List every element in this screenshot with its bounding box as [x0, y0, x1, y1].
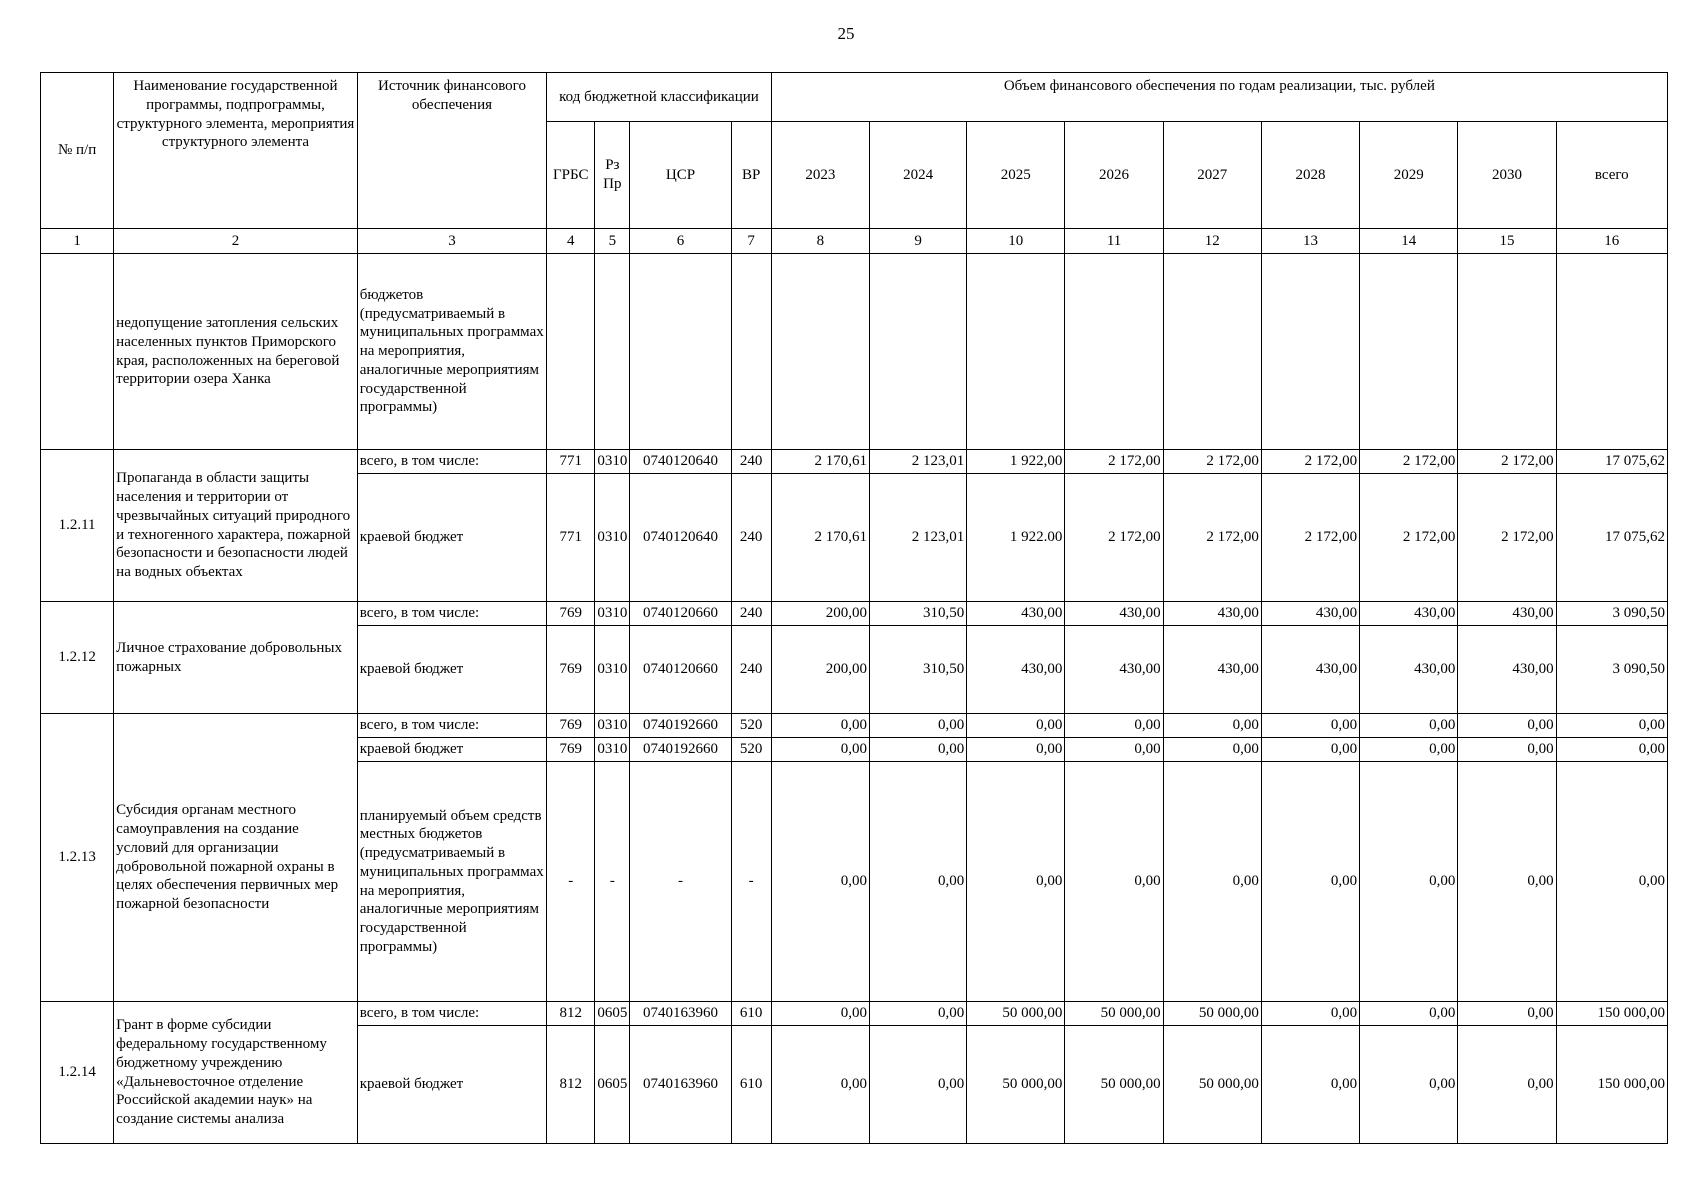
- value-cell: 0,00: [967, 714, 1065, 738]
- row-name: Пропаганда в области защиты населения и территории от чрезвычайных ситуаций природного и техногенного характера, пожарной безопасности и безопасности людей на водных объектах: [114, 450, 358, 602]
- csr-cell: 0740192660: [630, 714, 731, 738]
- vr-cell: 240: [731, 450, 771, 474]
- header-year: 2027: [1163, 122, 1261, 229]
- value-cell: 430,00: [1163, 602, 1261, 626]
- value-cell: 0,00: [1360, 738, 1458, 762]
- row-number-cell: [41, 254, 114, 450]
- value-cell: 0,00: [869, 1002, 966, 1026]
- column-number: 8: [771, 229, 869, 254]
- header-rzpr: Рз Пр: [595, 122, 630, 229]
- grbs-cell: -: [547, 762, 595, 1002]
- value-cell: 2 172,00: [1360, 474, 1458, 602]
- row-name: Личное страхование добровольных пожарных: [114, 602, 358, 714]
- value-cell: 0,00: [1360, 762, 1458, 1002]
- value-cell: 0,00: [1261, 714, 1359, 738]
- value-cell: 0,00: [771, 1002, 869, 1026]
- table-row: [41, 450, 1668, 474]
- header-year: 2028: [1261, 122, 1359, 229]
- total-cell: 0,00: [1556, 714, 1667, 738]
- grbs-cell: 771: [547, 474, 595, 602]
- rzpr-cell: 0310: [595, 602, 630, 626]
- csr-cell: 0740120640: [630, 474, 731, 602]
- value-cell: 0,00: [1163, 738, 1261, 762]
- value-cell: 0,00: [1261, 762, 1359, 1002]
- column-number: 2: [114, 229, 358, 254]
- header-code-group: код бюджетной классификации: [547, 73, 772, 122]
- value-cell: 310,50: [869, 626, 966, 714]
- column-number: 3: [357, 229, 546, 254]
- rzpr-cell: -: [595, 762, 630, 1002]
- value-cell: 0,00: [1261, 738, 1359, 762]
- row-number: 1.2.13: [41, 714, 114, 1002]
- grbs-cell: 769: [547, 602, 595, 626]
- csr-cell: 0740192660: [630, 738, 731, 762]
- table-body: [41, 254, 1668, 1144]
- value-cell: 2 172,00: [1261, 474, 1359, 602]
- total-cell: 0,00: [1556, 738, 1667, 762]
- vr-cell: 240: [731, 626, 771, 714]
- grbs-cell: 769: [547, 714, 595, 738]
- value-cell: 2 172,00: [1163, 474, 1261, 602]
- row-source: всего, в том числе:: [357, 450, 546, 474]
- value-cell: 1 922,00: [967, 450, 1065, 474]
- value-cell: 310,50: [869, 602, 966, 626]
- value-cell: 0,00: [1261, 1026, 1359, 1144]
- value-cell: 0,00: [1261, 1002, 1359, 1026]
- table-row: [41, 254, 1668, 450]
- table-row: [41, 1002, 1668, 1026]
- row-name: Грант в форме субсидии федеральному государственному бюджетному учреждению «Дальневосточное отделение Российской академии наук» на создание системы анализа: [114, 1002, 358, 1144]
- table-row: [41, 714, 1668, 738]
- rzpr-cell: 0605: [595, 1026, 630, 1144]
- vr-cell: 240: [731, 474, 771, 602]
- header-year: 2029: [1360, 122, 1458, 229]
- value-cell: 2 172,00: [1360, 450, 1458, 474]
- column-number: 15: [1458, 229, 1556, 254]
- header-year: 2023: [771, 122, 869, 229]
- value-cell: 0,00: [1360, 1002, 1458, 1026]
- row-number: 1.2.11: [41, 450, 114, 602]
- value-cell: 430,00: [1065, 602, 1163, 626]
- value-cell: 430,00: [1360, 602, 1458, 626]
- value-cell: 0,00: [967, 762, 1065, 1002]
- csr-cell: 0740120660: [630, 626, 731, 714]
- row-name: Субсидия органам местного самоуправления на создание условий для организации добровольной пожарной охраны в целях обеспечения первичных мер пожарной безопасности: [114, 714, 358, 1002]
- header-total: всего: [1556, 122, 1667, 229]
- value-cell: 50 000,00: [1163, 1026, 1261, 1144]
- value-cell: 0,00: [869, 714, 966, 738]
- column-number-row: [41, 229, 1668, 254]
- column-number: 13: [1261, 229, 1359, 254]
- total-cell: 17 075,62: [1556, 474, 1667, 602]
- header-year: 2025: [967, 122, 1065, 229]
- value-cell: 430,00: [1163, 626, 1261, 714]
- value-cell: 2 123,01: [869, 450, 966, 474]
- total-cell: 3 090,50: [1556, 626, 1667, 714]
- vr-cell: -: [731, 762, 771, 1002]
- value-cell: 50 000,00: [1065, 1002, 1163, 1026]
- row-source: краевой бюджет: [357, 626, 546, 714]
- row-source: краевой бюджет: [357, 738, 546, 762]
- header-no: № п/п: [41, 73, 114, 229]
- total-cell: 150 000,00: [1556, 1002, 1667, 1026]
- header-year: 2030: [1458, 122, 1556, 229]
- value-cell: 2 170,61: [771, 474, 869, 602]
- total-cell: 17 075,62: [1556, 450, 1667, 474]
- value-cell: 0,00: [1458, 1002, 1556, 1026]
- value-cell: 0,00: [771, 1026, 869, 1144]
- vr-cell: 520: [731, 714, 771, 738]
- rzpr-cell: 0310: [595, 450, 630, 474]
- column-number: 14: [1360, 229, 1458, 254]
- column-number: 4: [547, 229, 595, 254]
- header-grbs: ГРБС: [547, 122, 595, 229]
- row-source: краевой бюджет: [357, 1026, 546, 1144]
- header-year: 2026: [1065, 122, 1163, 229]
- header-vr: ВР: [731, 122, 771, 229]
- grbs-cell: 812: [547, 1026, 595, 1144]
- value-cell: 0,00: [869, 738, 966, 762]
- value-cell: 200,00: [771, 602, 869, 626]
- rzpr-cell: 0310: [595, 738, 630, 762]
- csr-cell: 0740120660: [630, 602, 731, 626]
- column-number: 12: [1163, 229, 1261, 254]
- vr-cell: 240: [731, 602, 771, 626]
- header-csr: ЦСР: [630, 122, 731, 229]
- row-source: всего, в том числе:: [357, 714, 546, 738]
- value-cell: 0,00: [1163, 714, 1261, 738]
- header-source: Источник финансового обеспечения: [357, 73, 546, 229]
- header-volume-group: Объем финансового обеспечения по годам реализации, тыс. рублей: [771, 73, 1667, 122]
- row-source: всего, в том числе:: [357, 1002, 546, 1026]
- value-cell: 430,00: [1458, 602, 1556, 626]
- value-cell: 430,00: [967, 626, 1065, 714]
- budget-table: [40, 72, 1668, 1144]
- value-cell: 0,00: [1360, 1026, 1458, 1144]
- value-cell: 50 000,00: [967, 1002, 1065, 1026]
- rzpr-cell: 0605: [595, 1002, 630, 1026]
- grbs-cell: 769: [547, 626, 595, 714]
- csr-cell: 0740120640: [630, 450, 731, 474]
- column-number: 1: [41, 229, 114, 254]
- value-cell: 1 922.00: [967, 474, 1065, 602]
- value-cell: 2 123,01: [869, 474, 966, 602]
- value-cell: 430,00: [1261, 602, 1359, 626]
- row-source: всего, в том числе:: [357, 602, 546, 626]
- column-number: 10: [967, 229, 1065, 254]
- row-source: краевой бюджет: [357, 474, 546, 602]
- value-cell: 0,00: [1458, 714, 1556, 738]
- value-cell: 2 172,00: [1163, 450, 1261, 474]
- row-source: планируемый объем средств местных бюджетов (предусматриваемый в муниципальных программах на мероприятия, аналогичные мероприятиям государственной программы): [357, 762, 546, 1002]
- header-year: 2024: [869, 122, 966, 229]
- row-source: бюджетов (предусматриваемый в муниципальных программах на мероприятия, аналогичные мероприятиям государственной программы): [357, 254, 546, 450]
- column-number: 5: [595, 229, 630, 254]
- value-cell: 0,00: [869, 1026, 966, 1144]
- row-number: 1.2.14: [41, 1002, 114, 1144]
- value-cell: 430,00: [967, 602, 1065, 626]
- total-cell: 150 000,00: [1556, 1026, 1667, 1144]
- csr-cell: -: [630, 762, 731, 1002]
- value-cell: 0,00: [771, 714, 869, 738]
- value-cell: 0,00: [771, 762, 869, 1002]
- value-cell: 0,00: [1458, 738, 1556, 762]
- rzpr-cell: 0310: [595, 474, 630, 602]
- rzpr-cell: 0310: [595, 626, 630, 714]
- value-cell: 0,00: [1065, 714, 1163, 738]
- row-name: недопущение затопления сельских населенных пунктов Приморского края, расположенных на береговой территории озера Ханка: [114, 254, 358, 450]
- value-cell: 0,00: [1065, 738, 1163, 762]
- vr-cell: 520: [731, 738, 771, 762]
- value-cell: 430,00: [1458, 626, 1556, 714]
- value-cell: 0,00: [1163, 762, 1261, 1002]
- total-cell: 3 090,50: [1556, 602, 1667, 626]
- value-cell: 2 172,00: [1458, 450, 1556, 474]
- row-number: 1.2.12: [41, 602, 114, 714]
- vr-cell: 610: [731, 1026, 771, 1144]
- value-cell: 200,00: [771, 626, 869, 714]
- value-cell: 430,00: [1261, 626, 1359, 714]
- value-cell: 50 000,00: [1163, 1002, 1261, 1026]
- column-number: 16: [1556, 229, 1667, 254]
- csr-cell: 0740163960: [630, 1026, 731, 1144]
- value-cell: 430,00: [1360, 626, 1458, 714]
- grbs-cell: 812: [547, 1002, 595, 1026]
- value-cell: 0,00: [1065, 762, 1163, 1002]
- total-cell: 0,00: [1556, 762, 1667, 1002]
- csr-cell: 0740163960: [630, 1002, 731, 1026]
- header-name: Наименование государственной программы, подпрограммы, структурного элемента, мероприятия структурного элемента: [114, 73, 358, 229]
- grbs-cell: 769: [547, 738, 595, 762]
- value-cell: 2 172,00: [1261, 450, 1359, 474]
- value-cell: 0,00: [967, 738, 1065, 762]
- value-cell: 2 170,61: [771, 450, 869, 474]
- value-cell: 0,00: [1458, 762, 1556, 1002]
- value-cell: 0,00: [1360, 714, 1458, 738]
- vr-cell: 610: [731, 1002, 771, 1026]
- value-cell: 2 172,00: [1065, 474, 1163, 602]
- grbs-cell: 771: [547, 450, 595, 474]
- value-cell: 2 172,00: [1065, 450, 1163, 474]
- column-number: 9: [869, 229, 966, 254]
- table-row: [41, 602, 1668, 626]
- column-number: 6: [630, 229, 731, 254]
- value-cell: 0,00: [771, 738, 869, 762]
- column-number: 11: [1065, 229, 1163, 254]
- column-number: 7: [731, 229, 771, 254]
- value-cell: 2 172,00: [1458, 474, 1556, 602]
- value-cell: 0,00: [1458, 1026, 1556, 1144]
- value-cell: 430,00: [1065, 626, 1163, 714]
- value-cell: 50 000,00: [1065, 1026, 1163, 1144]
- table-header: [41, 73, 1668, 254]
- rzpr-cell: 0310: [595, 714, 630, 738]
- page-number: 25: [837, 24, 855, 43]
- value-cell: 0,00: [869, 762, 966, 1002]
- value-cell: 50 000,00: [967, 1026, 1065, 1144]
